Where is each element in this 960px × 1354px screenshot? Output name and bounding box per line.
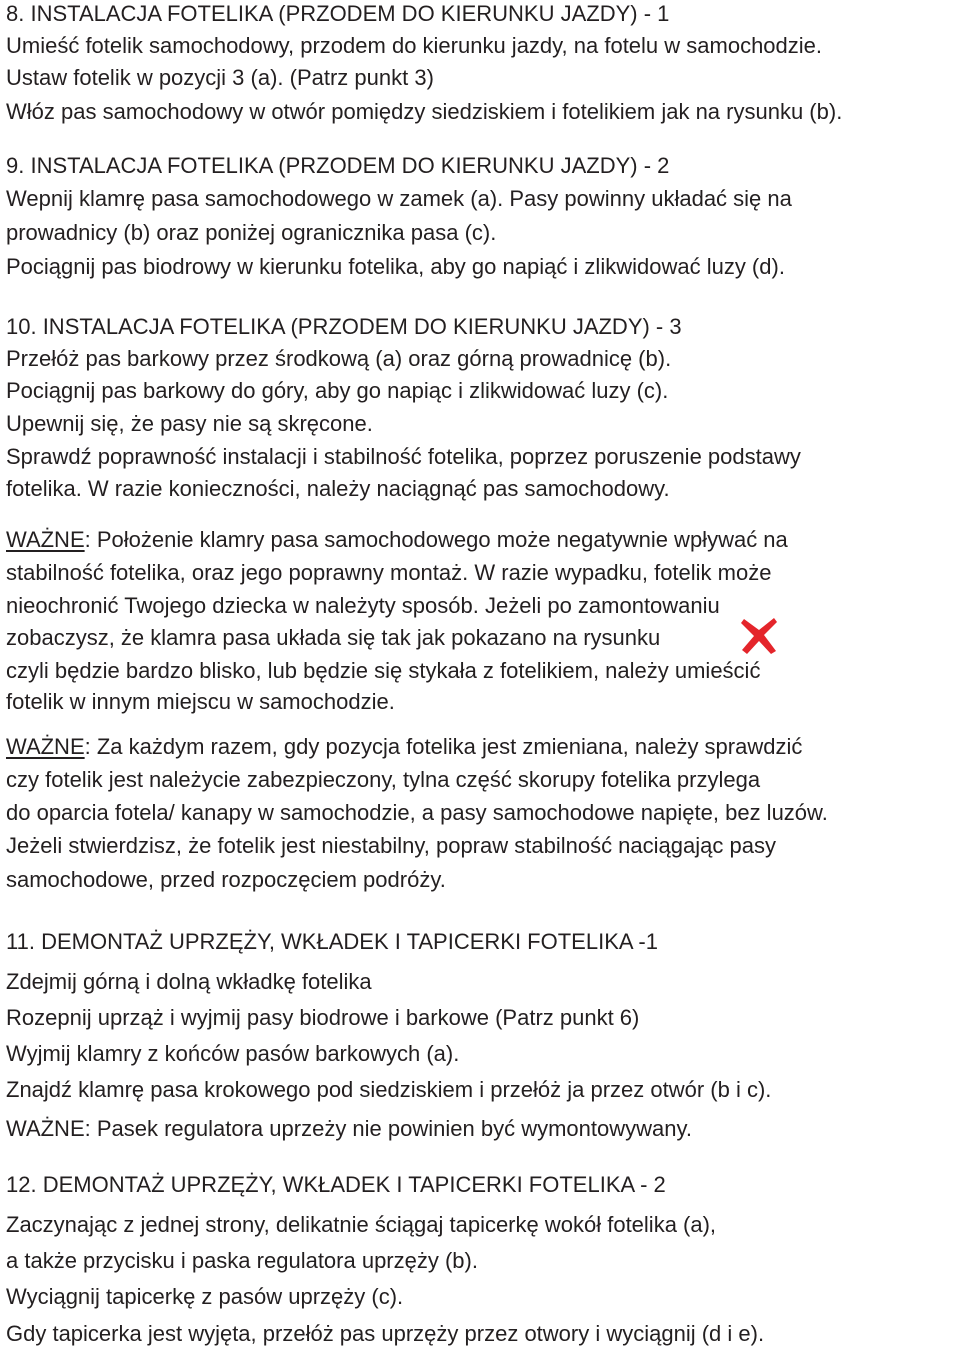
warning-2-line: Jeżeli stwierdzisz, że fotelik jest niestabilny, popraw stabilność naciągając pasy (6, 833, 776, 858)
section-10-line: Sprawdź poprawność instalacji i stabilność fotelika, poprzez poruszenie podstawy (6, 444, 801, 469)
section-11-line: Znajdź klamrę pasa krokowego pod siedziskiem i przełóż ja przez otwór (b i c). (6, 1077, 772, 1102)
section-9-line: prowadnicy (b) oraz poniżej ogranicznika pasa (c). (6, 220, 497, 245)
warning-1-line: stabilność fotelika, oraz jego poprawny montaż. W razie wypadku, fotelik może (6, 560, 772, 585)
warning-2-label: WAŻNE (6, 734, 85, 759)
warning-1-line: zobaczysz, że klamra pasa układa się tak jak pokazano na rysunku (6, 625, 661, 650)
section-10-heading: 10. INSTALACJA FOTELIKA (PRZODEM DO KIERUNKU JAZDY) - 3 (6, 314, 682, 339)
section-11-line: Zdejmij górną i dolną wkładkę fotelika (6, 969, 372, 994)
section-11-line: Wyjmij klamry z końców pasów barkowych (a). (6, 1041, 460, 1066)
section-8-line: Włóz pas samochodowy w otwór pomiędzy siedziskiem i fotelikiem jak na rysunku (b). (6, 99, 843, 124)
section-11-line: Rozepnij uprząż i wyjmij pasy biodrowe i barkowe (Patrz punkt 6) (6, 1005, 640, 1030)
section-12-heading: 12. DEMONTAŻ UPRZĘŻY, WKŁADEK I TAPICERKI FOTELIKA - 2 (6, 1172, 666, 1197)
warning-2-line: czy fotelik jest należycie zabezpieczony, tylna część skorupy fotelika przylega (6, 767, 761, 792)
warning-1-line: czyli będzie bardzo blisko, lub będzie się stykała z fotelikiem, należy umieścić (6, 658, 761, 683)
section-11-heading: 11. DEMONTAŻ UPRZĘŻY, WKŁADEK I TAPICERKI FOTELIKA -1 (6, 929, 658, 954)
warning-1-line: nieochronić Twojego dziecka w należyty sposób. Jeżeli po zamontowaniu (6, 593, 720, 618)
section-8-heading: 8. INSTALACJA FOTELIKA (PRZODEM DO KIERUNKU JAZDY) - 1 (6, 1, 670, 26)
section-10-line: fotelika. W razie konieczności, należy naciągnąć pas samochodowy. (6, 476, 670, 501)
section-9-line: Wepnij klamrę pasa samochodowego w zamek (a). Pasy powinny układać się na (6, 186, 792, 211)
warning-1-line: fotelik w innym miejscu w samochodzie. (6, 689, 395, 714)
section-10-line: Upewnij się, że pasy nie są skręcone. (6, 411, 373, 436)
section-12-line: a także przycisku i paska regulatora uprzęży (b). (6, 1248, 478, 1273)
warning-1-text: : Położenie klamry pasa samochodowego może negatywnie wpływać na (84, 527, 788, 552)
section-9-line: Pociągnij pas biodrowy w kierunku fotelika, aby go napiąć i zlikwidować luzy (d). (6, 254, 785, 279)
section-12-line: Gdy tapicerka jest wyjęta, przełóż pas uprzęży przez otwory i wyciągnij (d i e). (6, 1321, 765, 1346)
section-9-heading: 9. INSTALACJA FOTELIKA (PRZODEM DO KIERUNKU JAZDY) - 2 (6, 153, 670, 178)
warning-2-first-line (6, 733, 802, 761)
warning-2-text: : Za każdym razem, gdy pozycja fotelika jest zmieniana, należy sprawdzić (84, 734, 803, 759)
section-10-line: Przełóż pas barkowy przez środkową (a) oraz górną prowadnicę (b). (6, 346, 672, 371)
section-11-line: WAŻNE: Pasek regulatora uprzeży nie powinien być wymontowywany. (6, 1116, 692, 1141)
warning-2-line: do oparcia fotela/ kanapy w samochodzie, a pasy samochodowe napięte, bez luzów. (6, 800, 828, 825)
section-8-line: Ustaw fotelik w pozycji 3 (a). (Patrz punkt 3) (6, 65, 434, 90)
section-12-line: Wyciągnij tapicerkę z pasów uprzęży (c). (6, 1284, 404, 1309)
section-12-line: Zaczynając z jednej strony, delikatnie ściągaj tapicerkę wokół fotelika (a), (6, 1212, 717, 1237)
red-x-icon (738, 615, 780, 657)
section-10-line: Pociągnij pas barkowy do góry, aby go napiąc i zlikwidować luzy (c). (6, 378, 669, 403)
section-8-line: Umieść fotelik samochodowy, przodem do kierunku jazdy, na fotelu w samochodzie. (6, 33, 823, 58)
warning-1-first-line (6, 526, 788, 554)
warning-1-label: WAŻNE (6, 527, 85, 552)
warning-2-line: samochodowe, przed rozpoczęciem podróży. (6, 867, 446, 892)
